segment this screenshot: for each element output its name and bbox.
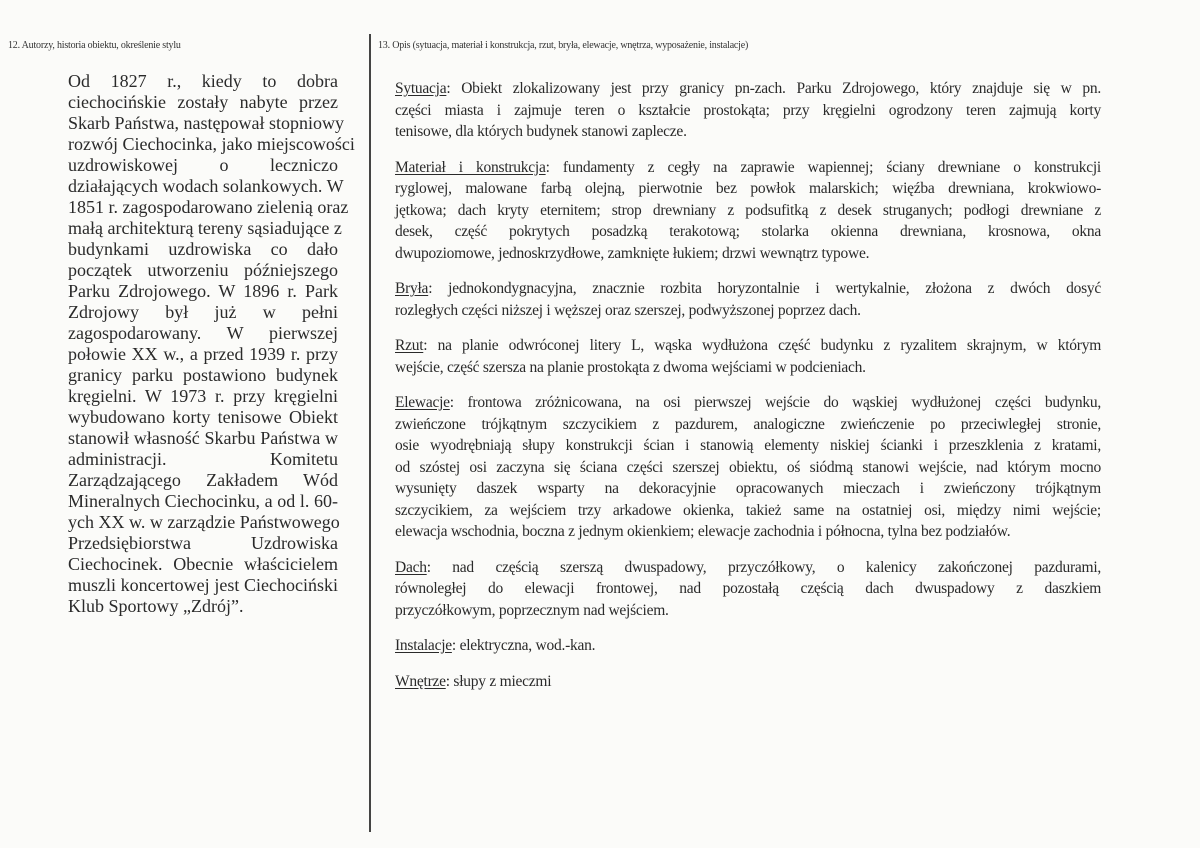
description-section-dach xyxy=(395,557,1101,622)
history-line: ych XX w. w zarządzie Państwowego xyxy=(68,512,340,532)
description-line: wysunięty daszek wsparty na dekoracyjnie opracowanych mieczach i zwieńczony trójkątnym xyxy=(395,480,1101,497)
history-line: kręgielni. W 1973 r. przy kręgielni xyxy=(68,386,338,406)
description-line: równoległej do elewacji frontowej, nad pozostałą częścią dach dwuspadowy z daszkiem xyxy=(395,580,1101,597)
description-section-elewacje xyxy=(395,392,1101,543)
history-line: granicy parku postawiono budynek xyxy=(68,365,338,385)
history-line: muszli koncertowej jest Ciechociński xyxy=(68,575,338,595)
section-text: : frontowa zróżnicowana, na osi pierwszej wejście do wąskiej wydłużonej części budynku, xyxy=(449,394,1101,411)
history-line: wybudowano korty tenisowe Obiekt xyxy=(68,407,338,427)
description-line: rozległych części niższej i węższej oraz szerszej, podwyższonej poprzez dach. xyxy=(395,301,861,319)
history-line: administracji. Komitetu xyxy=(68,449,338,469)
description-line xyxy=(395,671,1101,693)
section-label: Bryła xyxy=(395,280,429,297)
section-12-heading: 12. Autorzy, historia obiektu, określenie stylu xyxy=(8,40,181,51)
section-text: : fundamenty z cegły na zaprawie wapiennej; ściany drewniane o konstrukcji xyxy=(545,158,1101,176)
section-label: Sytuacja xyxy=(395,80,447,97)
history-line: Skarb Państwa, następował stopniowy xyxy=(68,113,344,133)
description-line xyxy=(395,78,1101,100)
description-section-instalacje xyxy=(395,635,1101,657)
history-line: Zarządzającego Zakładem Wód xyxy=(68,470,338,490)
description-section-wnętrze xyxy=(395,671,1101,693)
description-line: dwupoziomowe, jednoskrzydłowe, zamknięte łukiem; drzwi wewnątrz typowe. xyxy=(395,244,870,262)
description-section-sytuacja xyxy=(395,78,1101,143)
description-line xyxy=(395,278,1101,300)
section-text: : jednokondygnacyjna, znacznie rozbita horyzontalnie i wertykalnie, złożona z dwóch dosyć xyxy=(428,280,1101,297)
history-line: małą architekturą tereny sąsiadujące z xyxy=(68,218,342,238)
description-line xyxy=(395,557,1101,579)
history-line: Mineralnych Ciechocinku, a od l. 60- xyxy=(68,491,338,511)
history-line: Przedsiębiorstwa Uzdrowiska xyxy=(68,533,338,553)
description-line: przyczółkowym, poprzecznym nad wejściem. xyxy=(395,601,669,619)
history-line: 1851 r. zagospodarowano zielenią oraz xyxy=(68,197,349,217)
history-line: Od 1827 r., kiedy to dobra xyxy=(68,71,338,91)
section-text: : elektryczna, wod.-kan. xyxy=(451,637,596,654)
description-line xyxy=(395,157,1101,179)
description-line: jętkowa; dach kryty eternitem; strop drewniany z podsufitką z desek struganych; podłogi drewniane z xyxy=(395,201,1101,219)
section-label: Rzut xyxy=(395,337,424,354)
history-line: Ciechocinek. Obecnie właścicielem xyxy=(68,554,338,574)
description-line: zwieńczone trójkątnym szczycikiem z pazdurem, analogiczne zwieńczenie po przeciwległej stronie, xyxy=(395,415,1101,433)
description-line: tenisowe, dla których budynek stanowi zaplecze. xyxy=(395,123,687,140)
section-text: : na planie odwróconej litery L, wąska wydłużona część budynku z ryzalitem skrajnym, w którym xyxy=(423,337,1101,354)
description-line: elewacja wschodnia, boczna z jednym okienkiem; elewacje zachodnia i północna, tylna bez podziałów. xyxy=(395,523,1011,540)
history-line: działających wodach solankowych. W xyxy=(68,176,344,196)
description-section-bryła xyxy=(395,278,1101,321)
history-line: ciechocińskie zostały nabyte przez xyxy=(68,92,338,112)
description-line xyxy=(395,335,1101,357)
section-label: Instalacje xyxy=(395,637,452,654)
history-line: zagospodarowany. W pierwszej xyxy=(68,323,338,343)
description-section-rzut xyxy=(395,335,1101,378)
history-line: Klub Sportowy „Zdrój”. xyxy=(68,596,244,616)
history-line: Parku Zdrojowego. W 1896 r. Park xyxy=(68,281,338,301)
history-line: rozwój Ciechocinka, jako miejscowości xyxy=(68,134,355,154)
description-text xyxy=(395,78,1101,692)
history-line: budynkami uzdrowiska co dało xyxy=(68,239,338,259)
section-label: Dach xyxy=(395,558,427,576)
history-line: stanowił własność Skarbu Państwa w xyxy=(68,428,338,448)
description-line: części miasta i zajmuje teren o kształcie prostokąta; przy kręgielni ogrodzony teren zajmują korty xyxy=(395,101,1101,119)
description-line xyxy=(395,635,1101,657)
section-text: : słupy z mieczmi xyxy=(445,672,552,690)
description-line: ryglowej, malowane farbą olejną, pierwotnie bez powłok malarskich; więźba drewniana, krokwiowo- xyxy=(395,180,1101,197)
description-line: od szóstej osi zaczyna się ściana części szerszej obiektu, oś siódmą stanowi wejście, nad którym mocno xyxy=(395,458,1101,476)
section-label: Materiał i konstrukcja xyxy=(395,158,546,176)
section-label: Wnętrze xyxy=(395,672,446,690)
section-13-heading: 13. Opis (sytuacja, materiał i konstrukcja, rzut, bryła, elewacje, wnętrza, wyposażenie, instalacje) xyxy=(378,40,749,51)
section-text: : Obiekt zlokalizowany jest przy granicy pn-zach. Parku Zdrojowego, który znajduje się w pn. xyxy=(446,80,1101,97)
description-line: osie wyodrębniają słupy konstrukcji ścian i stanowią elementy niskiej ścianki i przeszklenia z kratami, xyxy=(395,437,1101,454)
history-line: Zdrojowy był już w pełni xyxy=(68,302,338,322)
description-line xyxy=(395,392,1101,414)
column-divider xyxy=(369,34,371,832)
history-line: połowie XX w., a przed 1939 r. przy xyxy=(68,344,338,364)
section-text: : nad częścią szerszą dwuspadowy, przyczółkowy, o kalenicy zakończonej pazdurami, xyxy=(426,558,1101,576)
description-line: desek, część pokrytych posadzką terakotową; stolarka okienna drewniana, krosnowa, okna xyxy=(395,223,1101,240)
description-section-materiał-i-konstrukcja xyxy=(395,157,1101,265)
description-line: szczycikiem, za wejściem trzy arkadowe okienka, takież same na ostatniej osi, między nimi wejście; xyxy=(395,501,1101,519)
history-line: uzdrowiskowej o leczniczo xyxy=(68,155,338,175)
history-line: początek utworzeniu późniejszego xyxy=(68,260,338,280)
history-text xyxy=(68,71,355,617)
description-line: wejście, część szersza na planie prostokąta z dwoma wejściami w podcieniach. xyxy=(395,358,866,376)
section-label: Elewacje xyxy=(395,394,450,411)
